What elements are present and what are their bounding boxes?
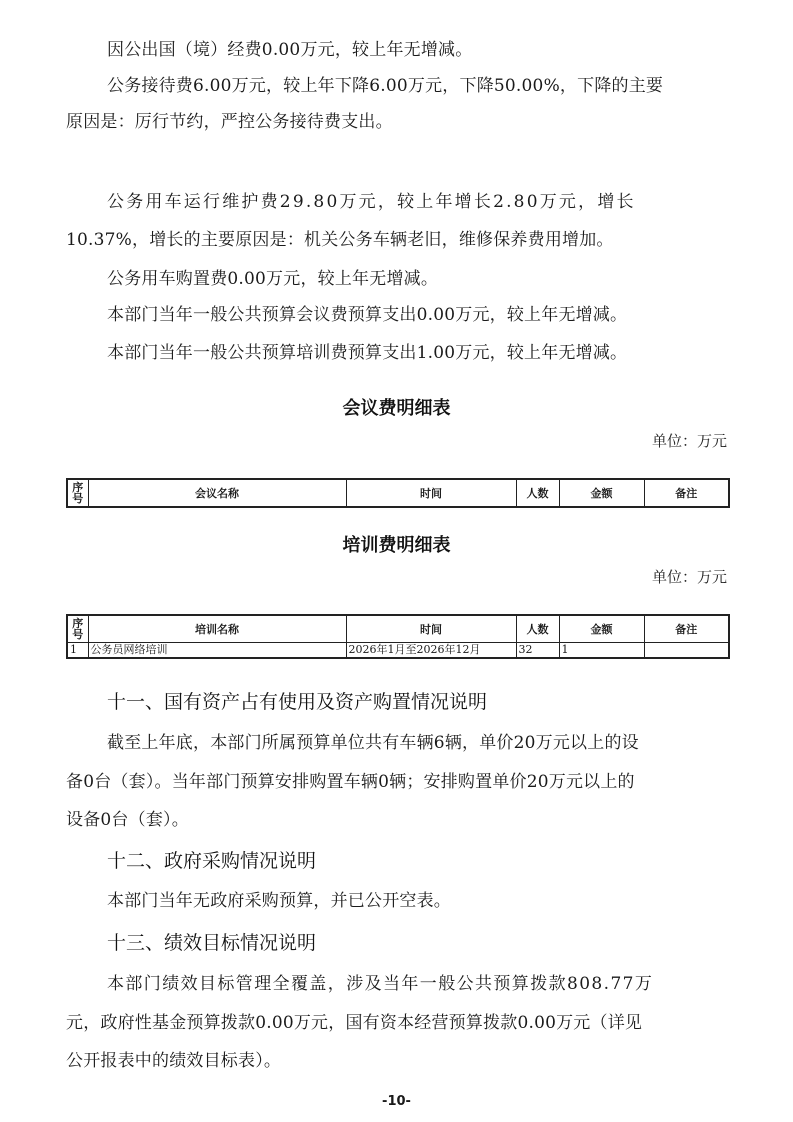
header-amount: 金额 (559, 615, 644, 643)
paragraph-vehicle-maintenance-line2: 10.37%，增长的主要原因是：机关公务车辆老旧，维修保养费用增加。 (66, 230, 614, 250)
header-count: 人数 (516, 615, 559, 643)
section-13-line2: 元，政府性基金预算拨款0.00万元，国有资本经营预算拨款0.00万元（详见 (66, 1013, 643, 1033)
header-count: 人数 (516, 479, 559, 507)
section-11-line1: 截至上年底，本部门所属预算单位共有车辆6辆，单价20万元以上的设 (107, 733, 639, 753)
training-table-title: 培训费明细表 (342, 535, 451, 556)
section-12-line1: 本部门当年无政府采购预算，并已公开空表。 (107, 891, 451, 911)
training-expense-table (66, 614, 730, 659)
meeting-table-unit: 单位：万元 (651, 432, 727, 450)
paragraph-training-budget: 本部门当年一般公共预算培训费预算支出1.00万元，较上年无增减。 (107, 343, 628, 363)
page-number: -10- (382, 1094, 411, 1109)
paragraph-overseas-travel: 因公出国（境）经费0.00万元，较上年无增减。 (107, 40, 473, 60)
section-11-heading: 十一、国有资产占有使用及资产购置情况说明 (107, 691, 488, 713)
paragraph-reception-line2: 原因是：厉行节约，严控公务接待费支出。 (66, 112, 393, 132)
table-header-row (67, 479, 729, 507)
section-11-line3: 设备0台（套）。 (66, 810, 189, 830)
header-time: 时间 (346, 615, 516, 643)
cell-count: 32 (516, 643, 559, 659)
paragraph-meeting-budget: 本部门当年一般公共预算会议费预算支出0.00万元，较上年无增减。 (107, 305, 628, 325)
header-name: 培训名称 (88, 615, 346, 643)
training-table-unit: 单位：万元 (651, 568, 727, 586)
section-12-heading: 十二、政府采购情况说明 (107, 850, 317, 872)
cell-remark (644, 643, 729, 659)
paragraph-vehicle-purchase: 公务用车购置费0.00万元，较上年无增减。 (107, 269, 439, 289)
header-seq: 序号 (67, 615, 88, 643)
header-name: 会议名称 (88, 479, 346, 507)
header-time: 时间 (346, 479, 516, 507)
section-11-line2: 备0台（套）。当年部门预算安排购置车辆0辆；安排购置单价20万元以上的 (66, 772, 635, 792)
cell-name: 公务员网络培训 (88, 643, 346, 659)
section-13-line3: 公开报表中的绩效目标表）。 (66, 1051, 282, 1071)
cell-amount: 1 (559, 643, 644, 659)
meeting-expense-table (66, 478, 730, 508)
paragraph-vehicle-maintenance-line1: 公务用车运行维护费29.80万元，较上年增长2.80万元，增长 (107, 192, 636, 212)
meeting-table-title: 会议费明细表 (342, 398, 451, 419)
header-remark: 备注 (644, 479, 729, 507)
section-13-line1: 本部门绩效目标管理全覆盖，涉及当年一般公共预算拨款808.77万 (107, 974, 654, 994)
cell-seq: 1 (67, 643, 88, 659)
table-header-row (67, 615, 729, 643)
header-remark: 备注 (644, 615, 729, 643)
paragraph-reception-line1: 公务接待费6.00万元，较上年下降6.00万元，下降50.00%，下降的主要 (107, 76, 664, 96)
cell-time: 2026年1月至2026年12月 (346, 643, 516, 659)
header-amount: 金额 (559, 479, 644, 507)
table-row (67, 643, 729, 659)
section-13-heading: 十三、绩效目标情况说明 (107, 932, 317, 954)
header-seq: 序号 (67, 479, 88, 507)
